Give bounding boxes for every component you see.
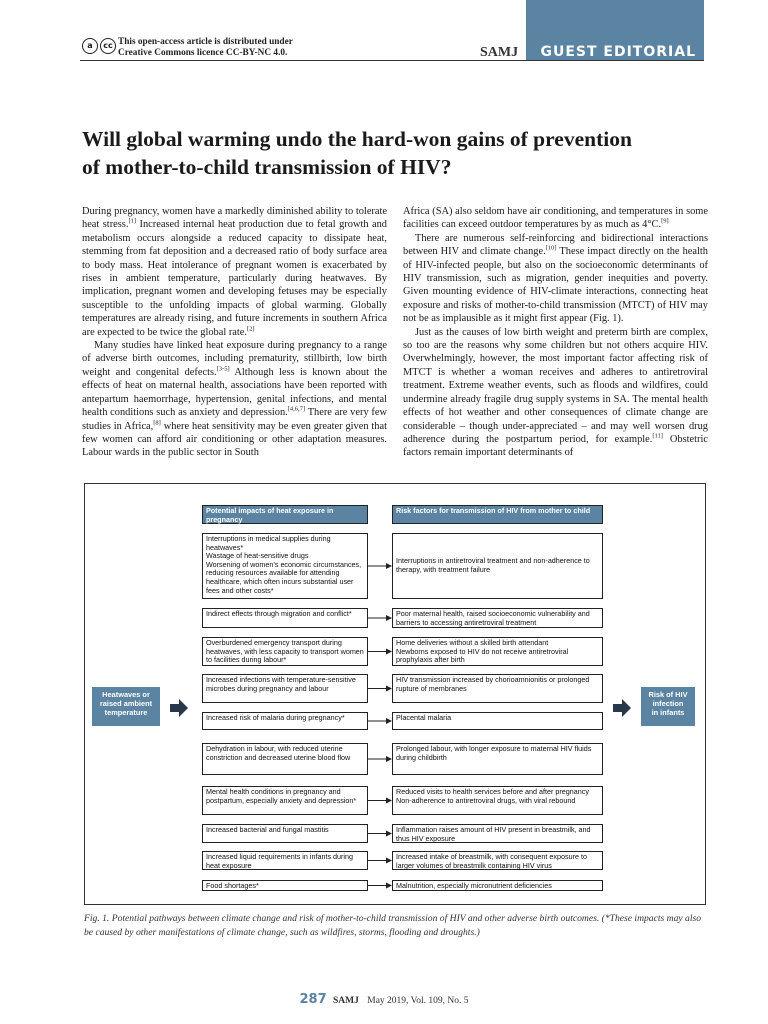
figure-right-box [392,674,603,703]
figure-left-box [202,637,368,666]
figure-right-text [396,853,599,870]
body-column-left [82,205,387,460]
figure-right-box [392,637,603,666]
paragraph-text: These impact directly on the health of HIV-infected people, but also on the socioeconomic determinants of HIV transmission, such as migration, gender inequities and poverty. Given mounting evidence of HIV-climate interactions, connecting heat exposure and risks of mother-to-child transmission (MTCT) of HIV may not be as implausible as it might first appear (Fig. 1). [403,246,708,325]
target-line: infection [652,699,684,708]
license-icons [82,38,116,54]
figure-right-line: Newborns exposed to HIV do not receive antiretroviral prophylaxis after birth [396,646,569,665]
creative-commons-icon: cc [100,38,116,54]
figure-right-line: Placental malaria [396,713,452,722]
figure-right-line: HIV transmission increased by chorioamnionitis or prolonged rupture of membranes [396,675,590,693]
figure-right-line: Interruptions in antiretroviral treatment and non-adherence to therapy, with treatment failure [396,556,590,574]
figure-caption: Fig. 1. Potential pathways between climate change and risk of mother-to-child transmission of HIV and other adverse birth outcomes. (*These impacts may also be caused by other manifestations of climate change, such as wildfires, storms, flooding and droughts.) [84,913,702,938]
figure-left-line: Dehydration in labour, with reduced uterine constriction and decreased uterine blood flow [206,744,351,762]
paragraph-text: There are very few studies in Africa, [82,407,388,432]
figure-left-line: Indirect effects through migration and conflict* [206,609,352,618]
figure-right-text [396,745,599,762]
paragraph-text: Africa (SA) also seldom have air conditioning, and temperatures in some facilities can exceed outdoor temperatures by as much as 4°C. [403,206,708,231]
figure-right-line: Increased intake of breastmilk, with consequent exposure to larger volumes of breastmilk containing HIV virus [396,852,587,870]
figure-right-box [392,786,603,815]
article-title: Will global warming undo the hard-won gains of prevention of mother-to-child transmission of HIV? [82,127,632,179]
figure-frame [84,483,706,905]
license-line-1: This open-access article is distributed under [118,37,293,47]
right-paragraph-2 [403,232,708,326]
open-access-icon: a [82,38,98,54]
source-line: raised ambient [99,699,153,708]
target-line: Risk of HIV [648,690,688,699]
figure-left-line: Interruptions in medical supplies during heatwaves* [206,534,331,552]
figure-right-text [396,639,599,665]
figure-left-box [202,712,368,730]
figure-right-text [396,610,599,627]
figure-left-line: Increased risk of malaria during pregnancy* [206,713,345,722]
figure-right-line: Reduced visits to health services before and after pregnancy [396,787,589,796]
license-line-2: Creative Commons licence CC-BY-NC 4.0. [118,48,288,58]
figure-right-line: Inflammation raises amount of HIV present in breastmilk, and thus HIV exposure [396,825,591,843]
figure-right-box [392,851,603,870]
figure-left-line: Increased infections with temperature-sensitive microbes during pregnancy and labour [206,675,356,693]
section-label: GUEST EDITORIAL [540,44,696,60]
paragraph-text: There are numerous self-reinforcing and bidirectional interactions between HIV and climate change. [403,232,708,258]
figure-right-box [392,824,603,843]
figure-right-box [392,712,603,730]
figure-right-text [396,557,599,574]
paragraph-text: where heat sensitivity may be even greater given that few women can afford air conditioning or other adaptation measures. Labour wards in the public sector in South [82,420,387,459]
target-line: in infants [651,708,685,717]
left-paragraph-1 [82,205,387,339]
figure-left-line: Overburdened emergency transport during heatwaves, with less capacity to transport women to facilities during labour* [206,638,364,665]
figure-right-line: Poor maternal health, raised socioeconomic vulnerability and barriers to accessing antiretroviral treatment [396,609,590,627]
figure-right-box [392,743,603,775]
figure-left-line: Worsening of women’s economic circumstances, reducing resources available for attending healthcare, which often incurs substantial user fees and other costs* [206,559,362,595]
figure-left-box [202,786,368,815]
figure-target-box [641,687,695,726]
figure-right-box [392,880,603,891]
paragraph-text: Increased internal heat production due to fetal growth and metabolism occurs alongside a reduced capacity to dissipate heat, stemming from fat deposition and a decreased ratio of body surface area to body mass. Heat intolerance of pregnant women is exacerbated by rises in ambient temperature, particularly during heatwaves. By implication, pregnant women and developing fetuses may be especially susceptible to the unfolding impacts of global warming. Globally temperatures are already rising, and future increments in southern Africa are expected to be twice the global rate. [82,219,387,338]
right-paragraph-3 [403,326,708,460]
citation: [9] [661,217,669,225]
journal-name: SAMJ [480,45,519,60]
figure-right-line: Prolonged labour, with longer exposure to maternal HIV fluids during childbirth [396,744,592,762]
figure-left-line: Increased bacterial and fungal mastitis [206,825,329,834]
figure-right-text [396,882,599,891]
figure-right-text [396,826,599,843]
figure-left-box [202,743,368,775]
paragraph-text: During pregnancy, women have a markedly diminished ability to tolerate heat stress. [82,206,387,231]
figure-right-line: Malnutrition, especially micronutrient deficiencies [396,881,552,890]
figure-left-box [202,674,368,703]
figure-left-box [202,533,368,599]
figure-right-text [396,676,599,693]
figure-right-text [396,788,599,805]
citation: [3-5] [216,365,230,373]
figure-left-line: Increased liquid requirements in infants during heat exposure [206,852,354,870]
header-rule [80,60,704,61]
source-arrow-icon [170,699,188,717]
figure-right-box [392,608,603,628]
paragraph-text: Just as the causes of low birth weight and preterm birth are complex, so too are the reasons why some children but not others acquire HIV. Overwhelmingly, however, the most important factor affecting risk of MTCT is whether a woman receives and adheres to antiretroviral treatment. Extreme weather events, such as floods and wildfires, could undermine already fragile drug supply systems in SA. The mental health effects of hot weather and other consequences of climate change are considerable – though under-appreciated – and may well worsen drug adherence during the postpartum period, for example. [403,326,708,445]
figure-right-box [392,533,603,599]
figure-right-line: Non-adherence to antiretroviral drugs, with viral rebound [396,795,576,805]
citation: [8] [153,419,161,427]
figure-right-line: Home deliveries without a skilled birth attendant [396,638,549,647]
paragraph-text: Obstetric factors remain important determinants of [403,433,708,459]
figure-left-box [202,851,368,870]
citation: [4,6,7] [287,405,306,413]
right-paragraph-1 [403,205,708,232]
page-footer [0,992,768,1007]
citation: [10] [545,244,557,252]
figure-left-box [202,880,368,891]
source-line: Heatwaves or [102,690,150,699]
figure-left-box [202,824,368,843]
citation: [1] [128,217,137,225]
license-notice [118,37,293,59]
footer-journal: SAMJ [333,996,359,1006]
figure-left-box [202,608,368,628]
figure-left-line: Food shortages* [206,881,259,890]
body-column-right [403,205,708,460]
figure-left-line: Wastage of heat-sensitive drugs [206,551,309,561]
footer-issue: May 2019, Vol. 109, No. 5 [367,996,469,1006]
figure-left-line: Mental health conditions in pregnancy and postpartum, especially anxiety and depression* [206,787,357,805]
citation: [2] [247,325,255,333]
figure-right-heading: Risk factors for transmission of HIV from mother to child [392,505,603,524]
left-paragraph-2 [82,339,387,460]
source-line: temperature [104,708,148,717]
figure-source-box [92,687,160,726]
paragraph-text: Although less is known about the effects of heat on maternal health, associations have been reported with antepartum haemorrhage, hypertension, genital infections, and mental health conditions such as anxiety and depression. [82,366,387,419]
figure-left-heading: Potential impacts of heat exposure in pregnancy [202,505,368,524]
target-arrow-icon [613,699,631,717]
page-number: 287 [299,992,327,1007]
paragraph-text: Many studies have linked heat exposure during pregnancy to a range of adverse birth outcomes, including prematurity, stillbirth, low birth weight and congenital defects. [82,340,387,378]
figure-right-text [396,714,599,723]
citation: [11] [652,432,663,440]
